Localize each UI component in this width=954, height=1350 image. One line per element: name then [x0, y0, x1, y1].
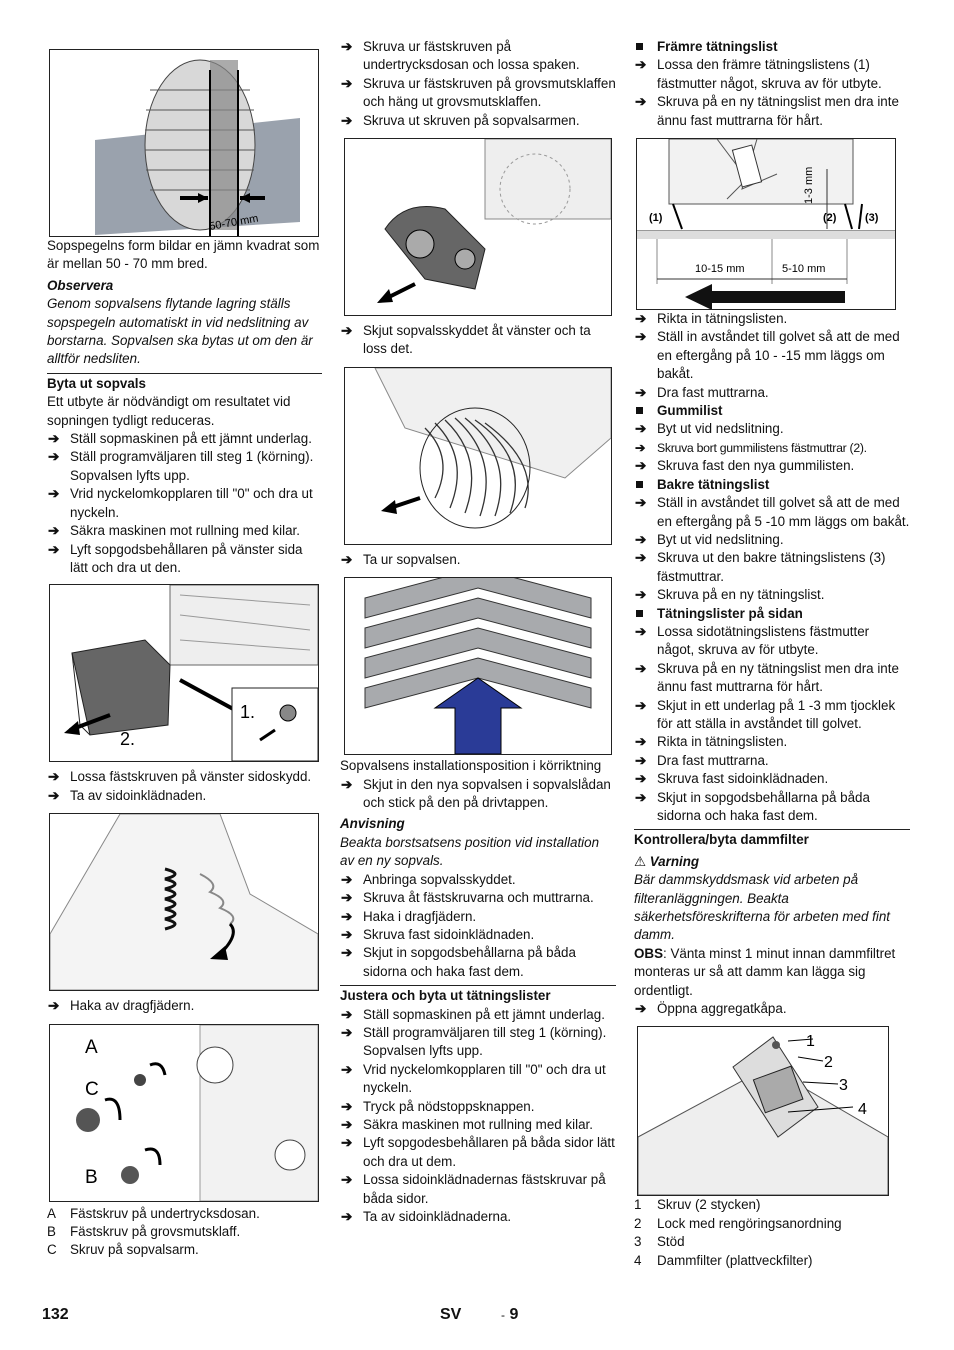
step-2-label: 2. [120, 729, 136, 750]
step-item: ➔ Skruva fast sidoinklädnaden. [340, 926, 616, 944]
arrow-icon: ➔ [48, 523, 60, 539]
step-item: ➔ Öppna aggregatkåpa. [634, 1000, 910, 1018]
callout-1: 1 [806, 1033, 815, 1051]
spring-illustration [50, 814, 318, 990]
step-item: ➔ Säkra maskinen mot rullning med kilar. [340, 1116, 616, 1134]
step-item: ➔ Ställ in avståndet till golvet så att de med en eftergång på 5 -10 mm läggs om bakåt. [635, 495, 910, 529]
step-item: ➔ Skjut in den nya sopvalsen i sopvalslådan och stick på den på drivtappen. [341, 776, 611, 811]
arrow-icon: ➔ [635, 531, 647, 547]
step-item: ➔ Lossa den främre tätningslistens (1) fästmutter något, skruva av för utbyte. [635, 57, 882, 91]
step-1-label: 1. [240, 702, 256, 723]
arrow-icon: ➔ [635, 587, 647, 603]
step-list [47, 430, 322, 577]
label-a: A [85, 1036, 98, 1058]
arrow-icon: ➔ [48, 769, 60, 785]
column-1 [47, 38, 322, 1260]
step-item: ➔ Dra fast muttrarna. [634, 384, 910, 402]
sweep-pattern-illustration [50, 50, 318, 236]
step-item: ➔ Lyft sopgodesbehållaren på båda sidor lätt och dra ut dem. [341, 1135, 615, 1169]
step-item: ➔ Vrid nyckelomkopplaren till "0" och dra ut nyckeln. [48, 486, 313, 520]
subheading: Främre tätningslist [634, 38, 910, 56]
dust-filter-illustration [638, 1027, 888, 1195]
arrow-icon: ➔ [341, 1061, 353, 1077]
step-item: ➔ Rikta in tätningslisten. [634, 310, 910, 328]
label-c: C [85, 1078, 99, 1100]
legend-item: 1 Skruv (2 stycken) [634, 1197, 761, 1213]
square-bullet-icon [636, 43, 643, 50]
side-cover-illustration [50, 585, 318, 761]
arrow-icon: ➔ [635, 623, 647, 639]
step-item: ➔ Skjut in sopgodsbehållarna på båda sidorna och haka fast dem. [341, 945, 576, 979]
step-item: ➔ Haka av dragfjädern. [47, 997, 322, 1015]
step-item: ➔ Skjut in ett underlag på 1 -3 mm tjocklek för att ställa in avståndet till golvet. [635, 697, 896, 731]
sealing-strip-figure [636, 138, 896, 310]
step-item: ➔ Byt ut vid nedslitning. [634, 531, 910, 549]
dim-10-15: 10-15 mm [695, 263, 745, 276]
step-item: ➔ Rikta in tätningslisten. [634, 733, 910, 751]
page-footer [0, 1306, 954, 1330]
step-item: ➔ Ta av sidoinklädnaden. [47, 787, 322, 805]
step-item: ➔ Ställ sopmaskinen på ett jämnt underlag. [340, 1006, 616, 1024]
arrow-icon: ➔ [635, 440, 646, 455]
label-3: (3) [865, 212, 879, 225]
legend-item: 4 Dammfilter (plattveckfilter) [634, 1252, 813, 1268]
label-1: (1) [649, 212, 663, 225]
arrow-icon: ➔ [341, 1172, 353, 1188]
sweep-pattern-text: Sopspegelns form bildar en jämn kvadrat som är mellan 50 - 70 mm bred. [47, 238, 320, 272]
arrow-icon: ➔ [341, 323, 353, 339]
step-item: ➔ Skruva fast den nya gummilisten. [634, 457, 910, 475]
arrow-icon: ➔ [635, 752, 647, 768]
legend-item: 3 Stöd [634, 1234, 685, 1250]
note-title: Observera [47, 277, 114, 293]
arrow-icon: ➔ [341, 551, 353, 567]
step-item: ➔ Skruva fast sidoinklädnaden. [634, 770, 910, 788]
callout-2: 2 [824, 1054, 833, 1072]
arrow-icon: ➔ [341, 945, 353, 961]
arrow-icon: ➔ [635, 495, 647, 511]
legend-item: A Fästskruv på undertrycksdosan. [47, 1205, 260, 1221]
side-cover-figure [49, 584, 319, 762]
roller-arm-figure [344, 138, 612, 316]
step-item: ➔ Dra fast muttrarna. [634, 752, 910, 770]
step-item: ➔ Skjut in sopgodsbehållarna på båda sidorna och haka fast dem. [635, 789, 870, 823]
subheading: Bakre tätningslist [634, 476, 910, 494]
label-2: (2) [823, 212, 837, 225]
label-b: B [85, 1166, 98, 1188]
step-item: ➔ Ta ur sopvalsen. [340, 551, 616, 569]
arrow-icon: ➔ [341, 39, 353, 54]
arrow-icon: ➔ [635, 421, 647, 437]
column-3 [634, 38, 910, 1270]
step-item: ➔ Ställ sopmaskinen på ett jämnt underlag. [47, 430, 322, 448]
arrow-icon: ➔ [48, 431, 60, 447]
step-item: ➔ Haka i dragfjädern. [340, 908, 616, 926]
arrow-icon: ➔ [635, 94, 647, 110]
warning-title: ⚠ Varning [634, 853, 700, 869]
step-item: ➔ Vrid nyckelomkopplaren till "0" och dra ut nyckeln. [341, 1061, 606, 1096]
arrow-icon: ➔ [341, 908, 353, 924]
arrow-icon: ➔ [635, 1001, 647, 1017]
step-item: ➔ Ta av sidoinklädnaderna. [340, 1208, 616, 1226]
installation-position-figure [344, 577, 612, 755]
sweep-pattern-figure [49, 49, 319, 237]
arrow-icon: ➔ [48, 541, 60, 557]
arrow-icon: ➔ [635, 734, 647, 750]
subheading: Tätningslister på sidan [634, 605, 910, 623]
arrow-icon: ➔ [635, 771, 647, 787]
arrow-icon: ➔ [635, 57, 647, 73]
subheading: Gummilist [634, 402, 910, 420]
step-item: ➔ Skjut sopvalsskyddet åt vänster och ta loss det. [341, 323, 591, 357]
spring-figure [49, 813, 319, 991]
arrow-icon: ➔ [635, 384, 647, 400]
legend-item: B Fästskruv på grovsmutsklaff. [47, 1223, 241, 1239]
step-item: ➔ Skruva på en ny tätningslist. [634, 586, 910, 604]
arrow-icon: ➔ [341, 112, 353, 128]
arrow-icon: ➔ [635, 329, 647, 345]
step-item: ➔ Lossa sidotätningslistens fästmutter något, skruva av för utbyte. [635, 623, 870, 658]
note-title: Anvisning [340, 816, 405, 832]
sealing-strip-diagram [637, 139, 895, 309]
note-text: Beakta borstsatsens position vid installation av en ny sopvals. [340, 834, 600, 869]
section-heading-sealing-strips: Justera och byta ut tätningslister [340, 985, 616, 1005]
callout-3: 3 [839, 1077, 848, 1095]
step-item: ➔ Skruva ut den bakre tätningslistens (3) fästmuttrar. [635, 550, 886, 584]
arrow-icon: ➔ [341, 926, 353, 942]
arrow-icon: ➔ [341, 1024, 353, 1040]
step-item: ➔ Skruva ur fästskruven på grovsmutsklaffen och häng ut grovsmutsklaffen. [341, 75, 616, 110]
step-item: ➔ Tryck på nödstoppsknappen. [340, 1098, 616, 1116]
arrow-icon: ➔ [341, 75, 353, 91]
arrow-icon: ➔ [341, 1116, 353, 1132]
section-heading-replace-roller: Byta ut sopvals [47, 373, 322, 393]
installation-caption: Sopvalsens installationsposition i körriktning [340, 758, 602, 774]
step-item: ➔ Ställ in avståndet till golvet så att de med en eftergång på 10 - -15 mm läggs om bakåt. [635, 329, 900, 382]
section-page-number: - 9 [501, 1306, 519, 1323]
screws-illustration [50, 1025, 318, 1201]
page-number: 132 [42, 1306, 69, 1323]
arrow-icon: ➔ [635, 458, 647, 474]
square-bullet-icon [636, 481, 643, 488]
step-item: ➔ Ställ programväljaren till steg 1 (körning). Sopvalsen lyfts upp. [48, 449, 314, 483]
arrow-icon: ➔ [635, 789, 647, 805]
screws-figure [49, 1024, 319, 1202]
arrow-icon: ➔ [48, 787, 60, 803]
callout-4: 4 [858, 1101, 867, 1119]
legend-item: 2 Lock med rengöringsanordning [634, 1215, 842, 1231]
language-code: SV [440, 1306, 462, 1323]
arrow-icon: ➔ [341, 1135, 353, 1151]
roller-removal-figure [344, 367, 612, 545]
brush-pattern-illustration [345, 578, 611, 754]
square-bullet-icon [636, 610, 643, 617]
arrow-icon: ➔ [341, 1098, 353, 1114]
step-item: ➔ Skruva ut skruven på sopvalsarmen. [340, 112, 616, 130]
dim-5-10: 5-10 mm [782, 263, 826, 276]
step-item: ➔ Säkra maskinen mot rullning med kilar. [47, 522, 322, 540]
arrow-icon: ➔ [48, 449, 60, 465]
roller-removal-illustration [345, 368, 611, 544]
arrow-icon: ➔ [341, 776, 353, 792]
arrow-icon: ➔ [635, 697, 647, 713]
arrow-icon: ➔ [341, 871, 353, 887]
step-item: ➔ Lyft sopgodsbehållaren på vänster sida lätt och dra ut den. [48, 541, 303, 575]
step-item: ➔ Anbringa sopvalsskyddet. [340, 871, 616, 889]
dust-filter-figure [637, 1026, 889, 1196]
legend-item: C Skruv på sopvalsarm. [47, 1242, 199, 1258]
step-item: ➔ Lossa sidoinklädnadernas fästskruvar på båda sidor. [341, 1172, 606, 1206]
arrow-icon: ➔ [341, 1209, 353, 1224]
step-item: ➔ Skruva åt fästskruvarna och muttrarna. [340, 889, 616, 907]
column-2 [340, 38, 616, 1226]
arrow-icon: ➔ [341, 890, 353, 906]
warning-triangle-icon: ⚠ [634, 853, 647, 869]
dimension-label: 50-70 mm [208, 212, 260, 233]
dim-1-3: 1-3 mm [803, 166, 815, 205]
square-bullet-icon [636, 407, 643, 414]
step-item: ➔ Skruva ur fästskruven på undertrycksdosan och lossa spaken. [341, 39, 580, 73]
step-item: ➔ Skruva på en ny tätningslist men dra inte ännu fast muttrarna för hårt. [635, 660, 899, 695]
arrow-icon: ➔ [48, 998, 60, 1014]
step-item: ➔ Skruva på en ny tätningslist men dra inte ännu fast muttrarna för hårt. [635, 94, 899, 128]
arrow-icon: ➔ [48, 486, 60, 502]
arrow-icon: ➔ [635, 311, 647, 327]
warning-text: Bär dammskyddsmask vid arbeten på filteranläggningen. Beakta säkerhetsföreskrifterna för arbeten med fint damm. [634, 872, 891, 943]
step-item: ➔ Ställ programväljaren till steg 1 (körning). Sopvalsen lyfts upp. [341, 1024, 607, 1059]
roller-arm-illustration [345, 139, 611, 315]
arrow-icon: ➔ [635, 550, 647, 566]
step-item: ➔ Lossa fästskruven på vänster sidoskydd. [47, 768, 322, 786]
arrow-icon: ➔ [341, 1006, 353, 1022]
step-item: ➔ Byt ut vid nedslitning. [634, 420, 910, 438]
section-intro: Ett utbyte är nödvändigt om resultatet vid sopningen tydligt reduceras. [47, 394, 291, 428]
obs-text: OBS: Vänta minst 1 minut innan dammfiltret monteras ur så att damm kan lägga sig ordentligt. [634, 945, 896, 998]
step-item: ➔ Skruva bort gummilistens fästmuttrar (2). [634, 439, 910, 457]
section-heading-dust-filter: Kontrollera/byta dammfilter [634, 829, 910, 849]
arrow-icon: ➔ [635, 660, 647, 676]
note-text: Genom sopvalsens flytande lagring ställs sopspegeln automatiskt in vid nedslitning av borstarna. Sopvalsen ska bytas ut om den är alltför nedsliten. [47, 296, 313, 367]
